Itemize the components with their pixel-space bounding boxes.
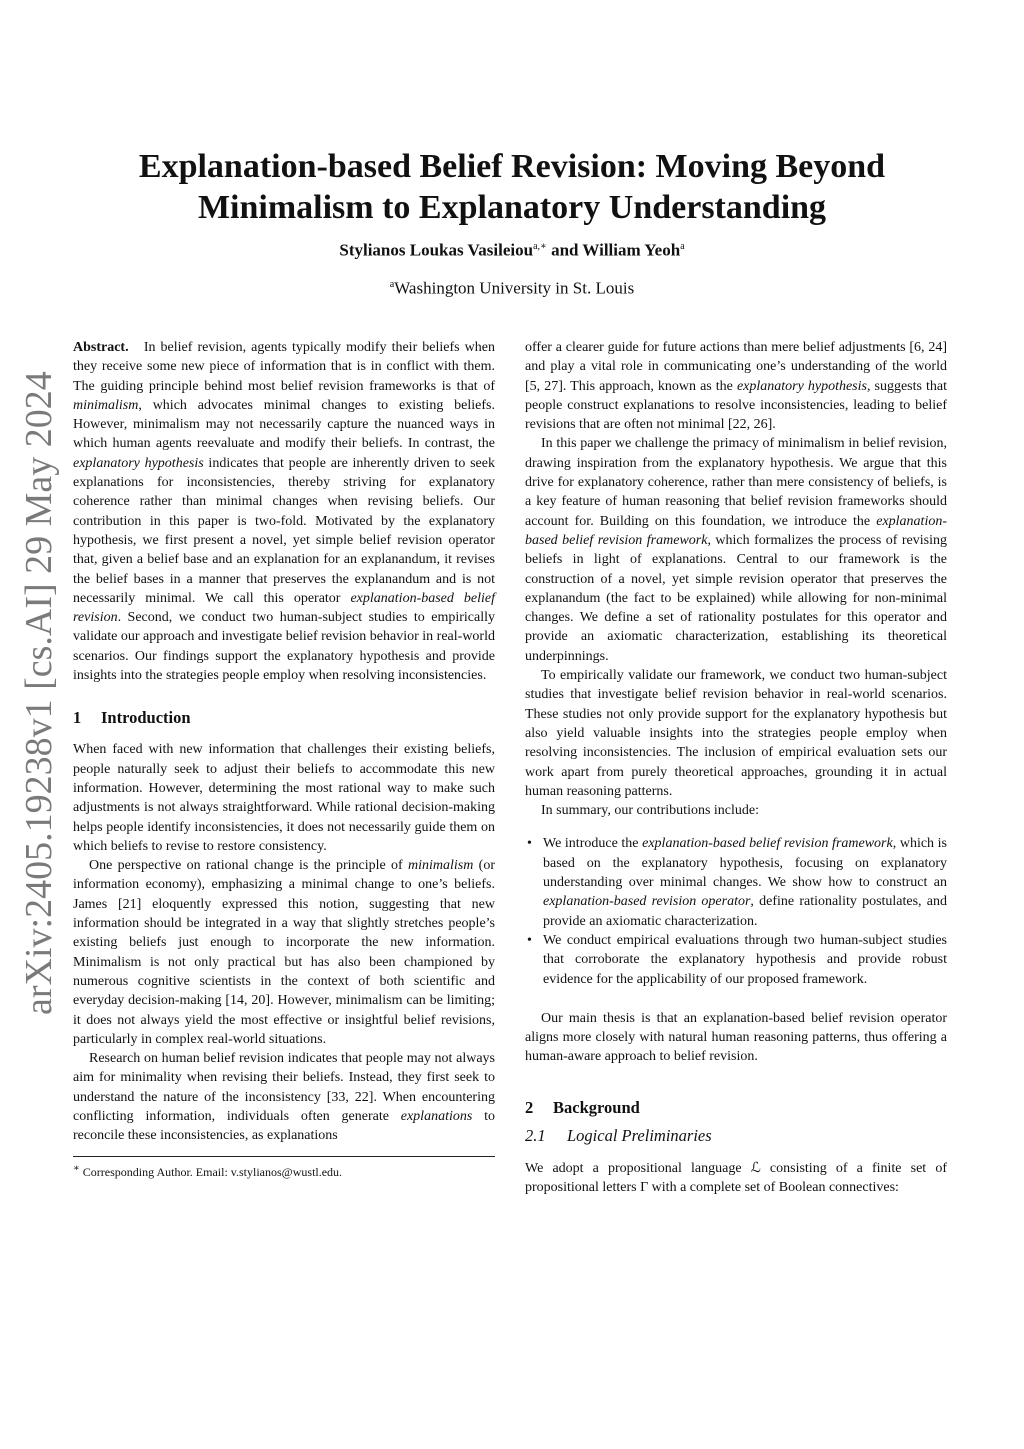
footnote — [73, 1161, 495, 1180]
affiliation — [60, 274, 964, 300]
list-item-text: We conduct empirical evaluations through two human-subject studies that corroborate the explanatory hypothesis and provide robust evidence for the applicability of our proposed framework. — [543, 932, 947, 987]
author-1-affil-mark: a,∗ — [533, 241, 547, 252]
paragraph-text: One perspective on rational change is the principle of — [89, 858, 409, 874]
list-item-text: , which is based on the explanatory hypothesis, focusing on explanatory understanding over minimal changes. We show how to construct an — [543, 836, 948, 891]
list-item-emph: explanation-based revision operator — [543, 894, 751, 910]
paragraph-text: Our main thesis is that an explanation-based belief revision operator aligns more closely with natural human reasoning patterns, thus offering a human-aware approach to belief revision. — [525, 1010, 947, 1065]
paragraph-text: , suggests that people construct explanations to resolve inconsistencies, leading to belief revisions that are often not minimal [22, 26]. — [525, 378, 947, 433]
arxiv-identifier: arXiv:2405.19238v1 [cs.AI] 29 May 2024 — [18, 371, 60, 1015]
section-heading-introduction — [73, 707, 495, 729]
paragraph-text: Research on human belief revision indicates that people may not always aim for minimality when revising their beliefs. Instead, they first seek to understand the nature of the inconsistency [33, 22]. When encountering conflicting information, individuals often generate — [73, 1051, 495, 1124]
section-heading-background — [525, 1097, 947, 1119]
abstract-text: . Second, we conduct two human-subject studies to empirically validate our approach and investigate belief revision behavior in real-world scenarios. Our findings support the explanatory hypothesis and provide insights into the strategies people employ when resolving inconsistencies. — [73, 610, 495, 684]
footnote-mark: ∗ — [73, 1162, 80, 1174]
paragraph-emph: minimalism — [408, 858, 474, 874]
paragraph-text: In summary, our contributions include: — [541, 803, 759, 819]
author-2-affil-mark: a — [680, 241, 685, 252]
list-item-text: We introduce the — [543, 836, 643, 852]
abstract-text: , which advocates minimal changes to existing beliefs. However, minimalism may not necessarily capture the nuanced ways in which human agents reevaluate and modify their beliefs. In contrast, the — [73, 397, 495, 452]
author-2: William Yeoh — [582, 240, 681, 260]
paper-title — [60, 146, 964, 228]
paragraph — [525, 434, 947, 666]
footnote-text: Corresponding Author. Email: v.stylianos@wustl.edu. — [79, 1164, 343, 1179]
paragraph-text: (or information economy), emphasizing a minimal change to one’s beliefs. James [21] eloquently expressed this notion, suggesting that new information should be integrated in a way that slightly stretches people’s existing beliefs just enough to incorporate the new information. Minimalism is not only practical but has also been championed by numerous cognitive scientists in the context of both scientific and everyday decision-making [14, 20]. However, minimalism can be limiting; it does not always yield the most effective or insightful belief revisions, particularly in complex real-world situations. — [73, 858, 495, 1047]
contribution-list — [525, 834, 947, 988]
paragraph — [73, 740, 495, 856]
paragraph — [525, 338, 947, 434]
paragraph-text: In this paper we challenge the primacy of minimalism in belief revision, drawing inspiration from the explanatory hypothesis. We argue that this drive for explanatory coherence, rather than mere consistency of beliefs, is a key feature of human reasoning that belief revision frameworks should account for. Building on this foundation, we introduce the — [525, 436, 947, 529]
paragraph-emph: explanation-based belief revision framework — [525, 513, 947, 548]
section-title: Introduction — [101, 708, 191, 728]
right-column — [525, 338, 947, 1197]
paragraph — [73, 856, 495, 1049]
affiliation-mark: a — [389, 279, 395, 290]
paragraph — [525, 666, 947, 801]
paragraph — [73, 1049, 495, 1145]
list-item-text: , define rationality postulates, and provide an axiomatic characterization. — [543, 894, 947, 929]
abstract — [73, 338, 495, 685]
abstract-text: indicates that people are inherently driven to seek explanations for inconsistencies, thereby striving for explanatory coherence rather than minimal changes when revising beliefs. Our contribution in this paper is two-fold. Motivated by the explanatory hypothesis, we first present a novel, yet simple belief revision operator that, given a belief base and an explanation for an explanandum, it revises the belief bases in a manner that preserves the explanandum and is not necessarily minimal. We call this operator — [73, 455, 495, 606]
abstract-label: Abstract. — [73, 340, 129, 355]
paragraph-emph: explanatory hypothesis — [736, 378, 867, 394]
subsection-number: 2.1 — [525, 1125, 546, 1145]
abstract-emph: explanatory hypothesis — [73, 455, 204, 471]
abstract-emph: minimalism — [73, 397, 139, 413]
author-1: Stylianos Loukas Vasileiou — [339, 240, 534, 260]
abstract-text: In belief revision, agents typically modify their beliefs when they receive some new piece of information that is in conflict with them. The guiding principle behind most belief revision frameworks is that of — [73, 340, 496, 394]
subsection-title: Logical Preliminaries — [567, 1125, 712, 1145]
paragraph-text: To empirically validate our framework, we conduct two human-subject studies that investigate belief revision behavior in real-world scenarios. These studies not only provide support for the explanatory hypothesis but also yield valuable insights into the strategies people employ when resolving inconsistencies. The inclusion of empirical evaluation sets our work apart from purely theoretical approaches, grounding it in actual human reasoning patterns. — [525, 668, 947, 799]
section-number: 2 — [525, 1097, 534, 1117]
list-item-emph: explanation-based belief revision framework — [642, 836, 893, 852]
title-line-1: Explanation-based Belief Revision: Moving Beyond — [138, 148, 886, 185]
paragraph-text: , which formalizes the process of revising beliefs in light of explanations. Central to our framework is the construction of a novel, yet simple revision operator that preserves the explanandum (the fact to be explained) while allowing for non-minimal changes. We define a set of rationality postulates for this operator and provide an axiomatic characterization, establishing its theoretical underpinnings. — [525, 532, 947, 664]
paragraph — [525, 1159, 947, 1198]
section-title: Background — [553, 1097, 640, 1117]
paragraph-text: offer a clearer guide for future actions than mere belief adjustments [6, 24] and play a vital role in communicating one’s understanding of the world [5, 27]. This approach, known as the — [525, 340, 947, 394]
list-item — [525, 931, 947, 989]
paragraph-emph: explanations — [400, 1108, 473, 1124]
affiliation-text: Washington University in St. Louis — [394, 278, 635, 298]
bullet-icon: • — [527, 932, 532, 948]
author-joiner: and — [546, 240, 583, 260]
title-line-2: Minimalism to Explanatory Understanding — [197, 189, 827, 226]
left-column — [73, 338, 495, 1180]
paragraph-text: When faced with new information that challenges their existing beliefs, people naturally seek to adjust their beliefs to accommodate this new information. However, determining the most rational way to make such adjustments is not always straightforward. While rational decision-making helps people identify inconsistencies, it does not necessarily guide them on which beliefs to revise to restore consistency. — [73, 742, 495, 854]
paragraph-text: to reconcile these inconsistencies, as explanations — [73, 1108, 496, 1144]
author-list — [60, 236, 964, 262]
paragraph — [525, 1009, 947, 1067]
paragraph-text: We adopt a propositional language ℒ consisting of a finite set of propositional letters Γ with a complete set of Boolean connectives: — [525, 1160, 947, 1195]
paragraph — [525, 801, 947, 820]
section-number: 1 — [73, 708, 82, 728]
abstract-emph: explanation-based belief revision — [73, 590, 495, 626]
subsection-heading-logical-preliminaries — [525, 1125, 947, 1147]
bullet-icon: • — [527, 836, 532, 852]
list-item — [525, 834, 947, 930]
